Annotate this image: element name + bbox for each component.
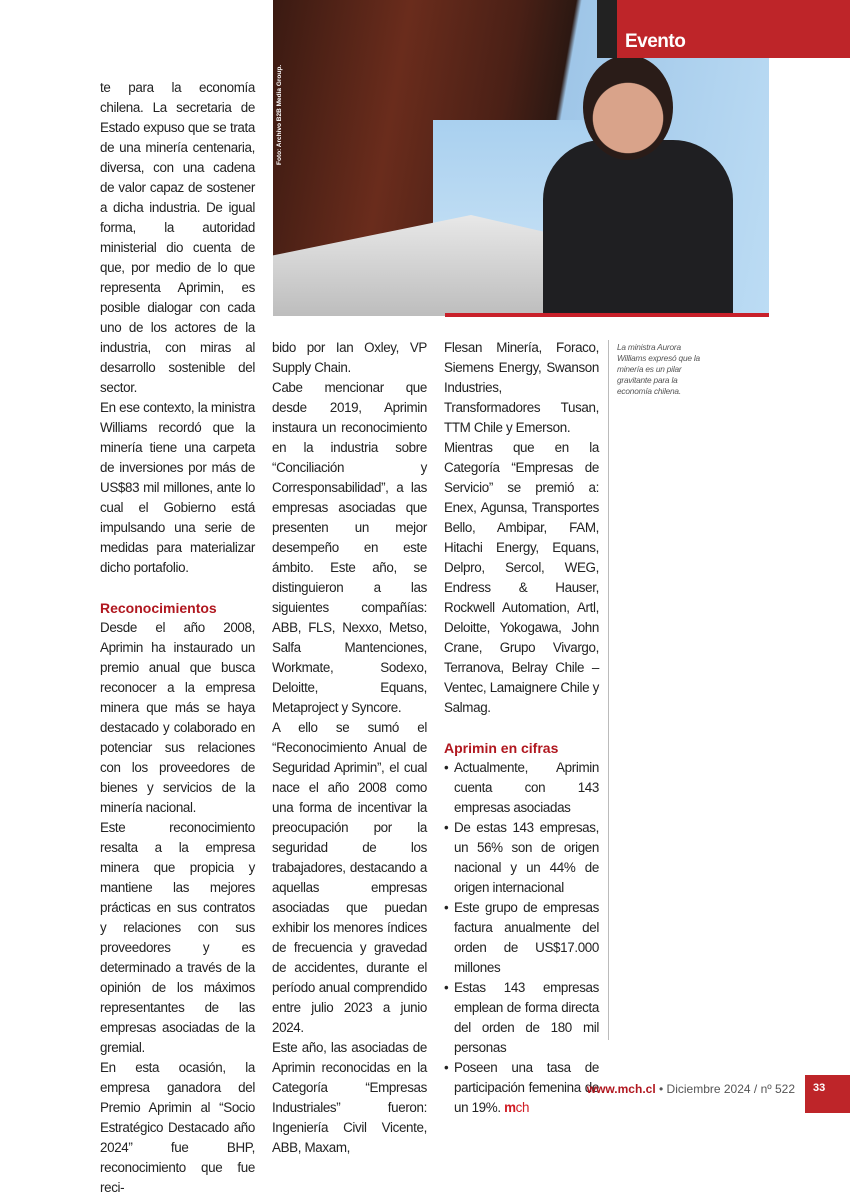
end-mark-ch: ch (515, 1100, 530, 1115)
list-item: • Estas 143 empresas emplean de forma directa del orden de 180 mil personas (444, 978, 599, 1058)
section-banner (617, 0, 850, 58)
paragraph: Cabe mencionar que desde 2019, Aprimin instaura un reconocimiento en la industria sobre “Conciliación y Corresponsabilidad”, a las empresas asociadas que presenten un mejor desempeño en este ámbito. Este año, se distinguieron a las siguientes compañías: ABB, FLS, Nexxo, Metso, Salfa Mantenciones, Workmate, Sodexo, Deloitte, Equans, Metaproject y Syncore. (272, 380, 427, 715)
list-item: • De estas 143 empresas, un 56% son de origen nacional y un 44% de origen internacional (444, 818, 599, 898)
list-item: • Este grupo de empresas factura anualmente del orden de US$17.000 millones (444, 898, 599, 978)
figures-list (444, 758, 599, 1118)
paragraph: bido por Ian Oxley, VP Supply Chain. (272, 340, 427, 375)
speaker (543, 55, 733, 316)
subheading-cifras: Aprimin en cifras (444, 740, 559, 756)
paragraph: Este reconocimiento resalta a la empresa minera que propicia y mantiene las mejores prácticas en sus contratos y relaciones con sus proveedores y es determinado a través de la opinión de los máximos representantes de las empresas asociadas de la gremial. (100, 820, 255, 1055)
footer-url[interactable]: www.mch.cl (586, 1082, 656, 1096)
section-title: Evento (625, 31, 686, 52)
paragraph: Flesan Minería, Foraco, Siemens Energy, Swanson Industries, Transformadores Tusan, TTM Chile y Emerson. (444, 340, 599, 435)
section-accent (597, 0, 617, 58)
list-item (444, 1058, 599, 1118)
footer-issue: Diciembre 2024 / nº 522 (666, 1082, 795, 1096)
photo-caption: La ministra Aurora Williams expresó que la minería es un pilar gravitante para la economía chilena. (617, 342, 700, 396)
list-item: • Actualmente, Aprimin cuenta con 143 empresas asociadas (444, 758, 599, 818)
end-mark-m: m (504, 1100, 516, 1115)
list-item-text: Poseen una tasa de participación femenina de un 19%. (454, 1060, 599, 1115)
paragraph: En ese contexto, la ministra Williams recordó que la minería tiene una carpeta de inversiones por más de US$83 mil millones, ante lo cual el Gobierno está impulsando una serie de medidas para materializar dicho portafolio. (100, 400, 255, 575)
paragraph: Este año, las asociadas de Aprimin reconocidas en la Categoría “Empresas Industriales” fueron: Ingeniería Civil Vicente, ABB, Maxam, (272, 1040, 427, 1155)
paragraph: En esta ocasión, la empresa ganadora del Premio Aprimin al “Socio Estratégico Destacado año 2024” fue BHP, reconocimiento que fue reci- (100, 1060, 255, 1195)
paragraph: Mientras que en la Categoría “Empresas de Servicio” se premió a: Enex, Agunsa, Transportes Bello, Ambipar, FAM, Hitachi Energy, Equans, Delpro, Sercol, WEG, Endress & Hauser, Rockwell Automation, Artl, Deloitte, Yokogawa, John Crane, Grupo Vivargo, Terranova, Belray Chile – Ventec, Lamaignere Chile y Salmag. (444, 440, 599, 715)
column-2 (272, 338, 427, 1158)
photo-accent-line (445, 313, 769, 317)
photo-credit: Foto: Archivo B2B Media Group. (276, 64, 283, 165)
footer (587, 1082, 795, 1096)
page-number: 33 (805, 1075, 850, 1113)
column-3 (444, 338, 599, 1118)
column-1 (100, 78, 255, 1198)
footer-separator: • (655, 1082, 667, 1096)
paragraph: A ello se sumó el “Reconocimiento Anual de Seguridad Aprimin”, el cual nace el año 2008 como una forma de incentivar la preocupación por la seguridad de los trabajadores, destacando a aquellas empresas asociadas que puedan exhibir los menores índices de frecuencia y gravedad de accidentes, durante el período anual comprendido entre julio 2023 a junio 2024. (272, 720, 427, 1035)
caption-divider (608, 340, 609, 1040)
paragraph: Desde el año 2008, Aprimin ha instaurado un premio anual que busca reconocer a la empresa minera que más se haya destacado y colaborado en potenciar sus relaciones con los proveedores de bienes y servicios de la minería nacional. (100, 620, 255, 815)
paragraph: te para la economía chilena. La secretaria de Estado expuso que se trata de una minería centenaria, diversa, con una cadena de valor capaz de sostener a dicha industria. De igual forma, la autoridad ministerial dio cuenta de que, por medio de lo que representa Aprimin, es posible dialogar con cada uno de los actores de la industria, con miras al desarrollo sostenible del sector. (100, 80, 255, 395)
subheading-reconocimientos: Reconocimientos (100, 600, 217, 616)
